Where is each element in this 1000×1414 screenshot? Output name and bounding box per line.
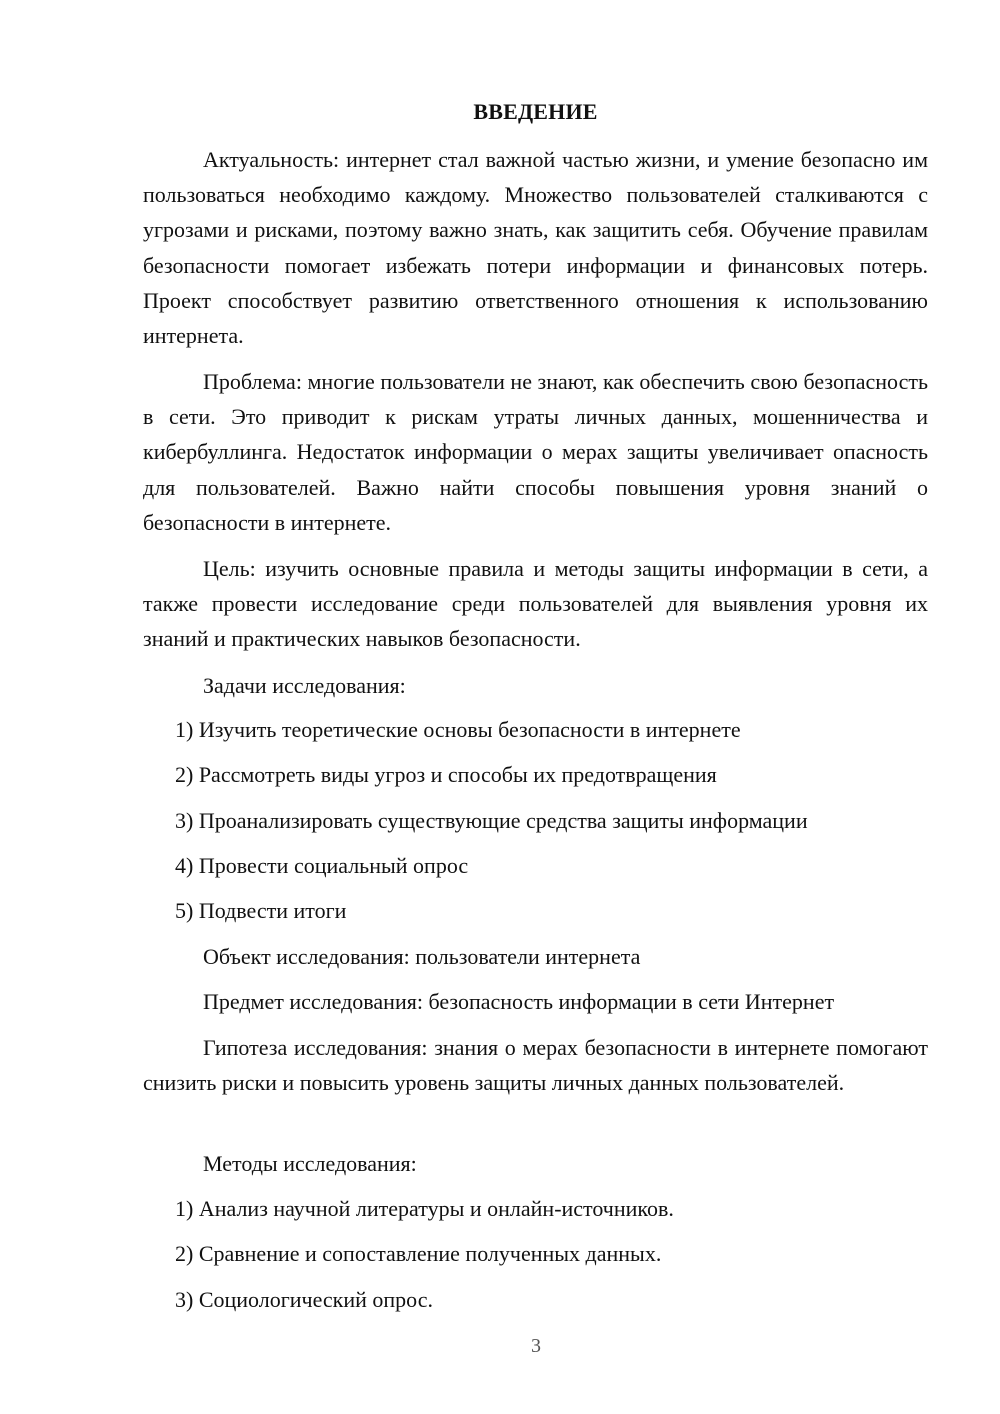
relevance-paragraph: Актуальность: интернет стал важной частью жизни, и умение безопасно им пользоваться необходимо каждому. Множество пользователей сталкиваются с угрозами и рисками, поэтому важно знать, как защитить себя. Обучение правилам безопасности помогает избежать потери информации и финансовых потерь. Проект способствует развитию ответственного отношения к использованию интернета. — [143, 147, 928, 349]
task-item-2: 2) Рассмотреть виды угроз и способы их предотвращения — [175, 762, 717, 787]
methods-heading: Методы исследования: — [203, 1151, 417, 1176]
task-item-4: 4) Провести социальный опрос — [175, 853, 469, 878]
method-item-2: 2) Сравнение и сопоставление полученных данных. — [175, 1241, 662, 1266]
goal-paragraph: Цель: изучить основные правила и методы защиты информации в сети, а также провести исследование среди пользователей для выявления уровня их знаний и практических навыков безопасности. — [143, 556, 928, 652]
problem-paragraph: Проблема: многие пользователи не знают, как обеспечить свою безопасность в сети. Это приводит к рискам утраты личных данных, мошенничества и кибербуллинга. Недостаток информации о мерах защиты увеличивает опасность для пользователей. Важно найти способы повышения уровня знаний о безопасности в интернете. — [143, 369, 928, 535]
task-item-1: 1) Изучить теоретические основы безопасности в интернете — [175, 717, 741, 742]
tasks-heading: Задачи исследования: — [203, 673, 406, 698]
hypothesis-paragraph: Гипотеза исследования: знания о мерах безопасности в интернете помогают снизить риски и повысить уровень защиты личных данных пользователей. — [143, 1035, 928, 1096]
method-item-1: 1) Анализ научной литературы и онлайн-источников. — [175, 1196, 674, 1221]
method-item-3: 3) Социологический опрос. — [175, 1287, 433, 1312]
section-title: ВВЕДЕНИЕ — [473, 99, 598, 124]
task-item-5: 5) Подвести итоги — [175, 898, 347, 923]
research-object: Объект исследования: пользователи интернета — [203, 944, 641, 969]
task-item-3: 3) Проанализировать существующие средства защиты информации — [175, 808, 808, 833]
page-number: 3 — [531, 1335, 541, 1357]
research-subject: Предмет исследования: безопасность информации в сети Интернет — [203, 989, 835, 1014]
